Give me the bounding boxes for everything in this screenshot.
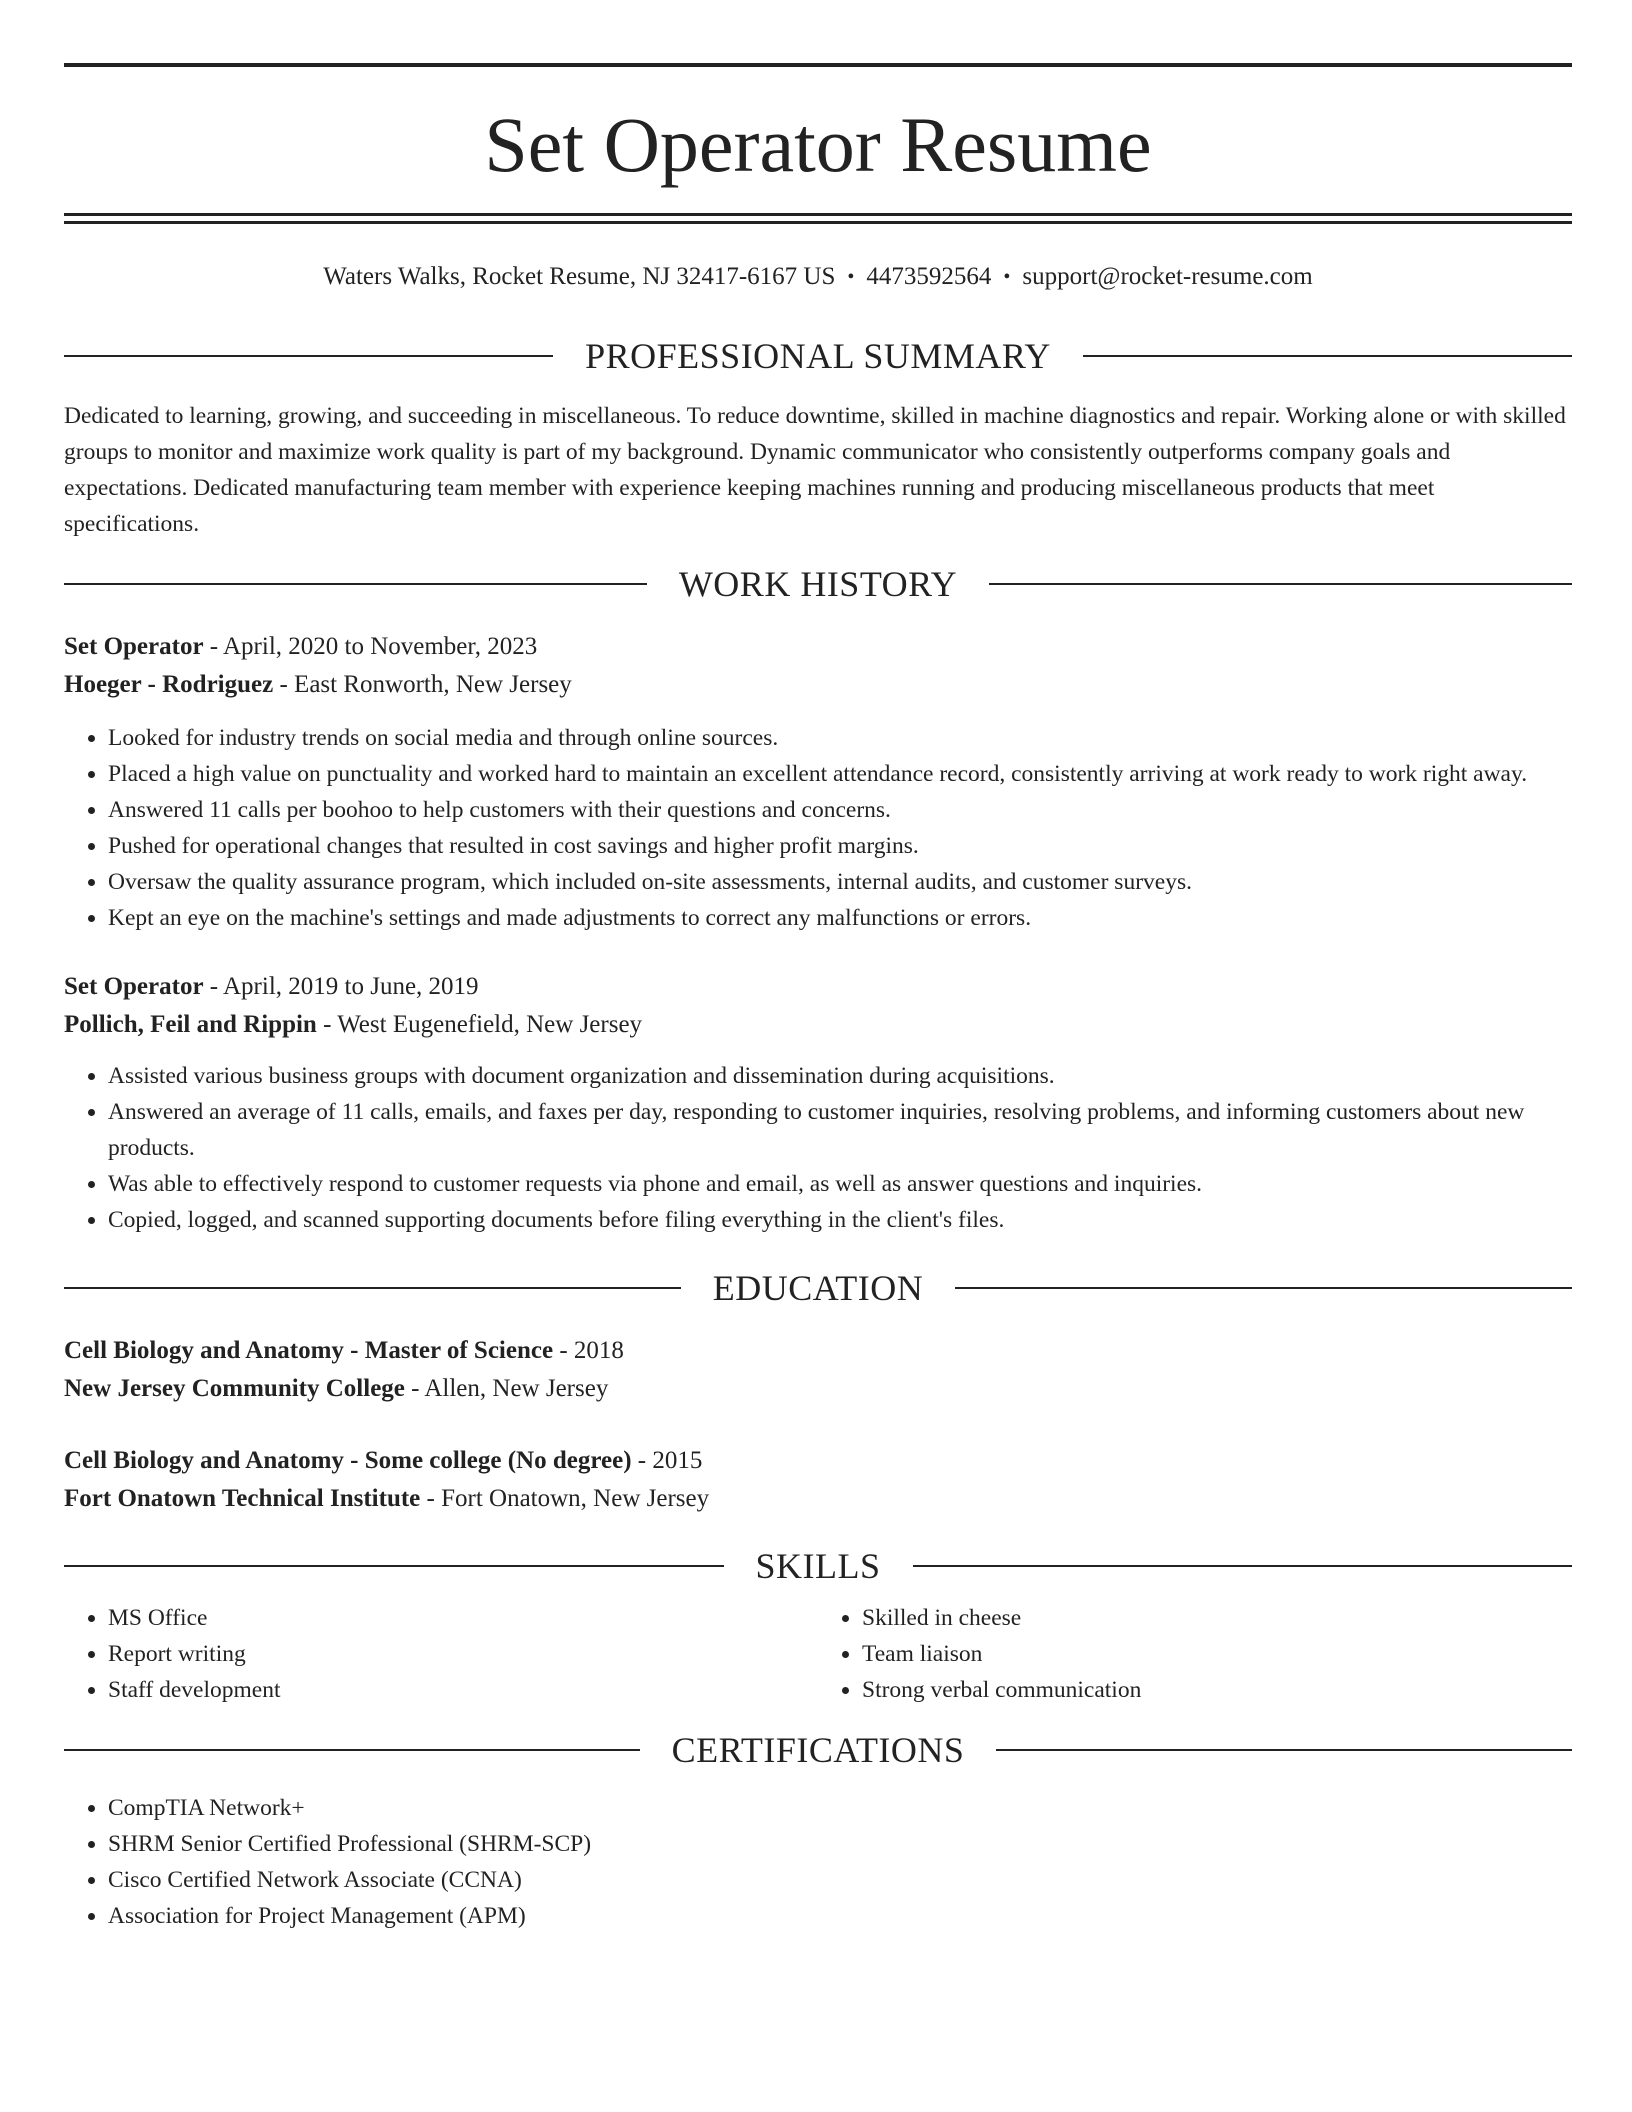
contact-email: support@rocket-resume.com: [1022, 263, 1313, 290]
list-item: • Assisted various business groups with document organization and dissemination during acquisitions.: [108, 1058, 1572, 1094]
education-degree-line: [64, 1442, 1572, 1480]
job-company-line: [64, 1006, 1572, 1044]
certification-item: • CompTIA Network+: [108, 1790, 1572, 1826]
job-dates: - April, 2019 to June, 2019: [203, 973, 479, 1000]
section-title: WORK HISTORY: [678, 564, 958, 604]
certification-item: • Association for Project Management (APM): [108, 1898, 1572, 1934]
skill-item: • Report writing: [108, 1636, 818, 1672]
section-rule: [64, 1287, 681, 1289]
skill-item: • Team liaison: [862, 1636, 1572, 1672]
education-location: - Allen, New Jersey: [404, 1375, 609, 1402]
list-item: • Pushed for operational changes that resulted in cost savings and higher profit margins.: [108, 828, 1572, 864]
section-title: CERTIFICATIONS: [671, 1730, 965, 1770]
section-header-summary: [64, 336, 1572, 376]
job-title-line: [64, 968, 1572, 1006]
section-rule: [64, 1565, 724, 1567]
job-title: Set Operator: [64, 633, 204, 660]
title-double-rule: [64, 213, 1572, 224]
certification-item: • Cisco Certified Network Associate (CCNA): [108, 1862, 1572, 1898]
education-entry: [64, 1442, 1572, 1518]
job-company: Hoeger - Rodriguez: [64, 671, 274, 698]
education-degree-line: [64, 1332, 1572, 1370]
skill-item: • MS Office: [108, 1600, 818, 1636]
section-rule: [64, 355, 553, 357]
certifications-list: [64, 1790, 1572, 1934]
list-item: • Looked for industry trends on social media and through online sources.: [108, 720, 1572, 756]
section-header-certifications: [64, 1730, 1572, 1770]
contact-phone: 4473592564: [866, 263, 992, 290]
list-item: • Answered an average of 11 calls, emails, and faxes per day, responding to customer inquiries, resolving problems, and informing customers about new products.: [108, 1094, 1572, 1166]
contact-separator: •: [1003, 266, 1011, 288]
page-title: Set Operator Resume: [484, 101, 1152, 188]
job-bullets: [64, 1058, 1572, 1238]
education-school-line: [64, 1480, 1572, 1518]
list-item: • Oversaw the quality assurance program, which included on-site assessments, internal audits, and customer surveys.: [108, 864, 1572, 900]
section-rule: [989, 583, 1572, 585]
skill-item: • Staff development: [108, 1672, 818, 1708]
job-title-line: [64, 628, 1572, 666]
section-rule: [64, 1749, 640, 1751]
resume-page: [64, 0, 1572, 1934]
job-location: - West Eugenefield, New Jersey: [316, 1011, 643, 1038]
education-year: - 2018: [553, 1337, 624, 1364]
job-bullets: [64, 720, 1572, 936]
contact-line: [64, 262, 1572, 292]
section-title: SKILLS: [755, 1546, 881, 1586]
skills-column-left: [64, 1600, 818, 1708]
education-entry: [64, 1332, 1572, 1408]
education-school-line: [64, 1370, 1572, 1408]
contact-address: Waters Walks, Rocket Resume, NJ 32417-6167 US: [323, 263, 836, 290]
list-item: • Placed a high value on punctuality and worked hard to maintain an excellent attendance record, consistently arriving at work ready to work right away.: [108, 756, 1572, 792]
job-company: Pollich, Feil and Rippin: [64, 1011, 317, 1038]
list-item: • Kept an eye on the machine's settings and made adjustments to correct any malfunctions or errors.: [108, 900, 1572, 936]
education-degree: Cell Biology and Anatomy - Master of Science: [64, 1337, 554, 1364]
education-location: - Fort Onatown, New Jersey: [420, 1485, 710, 1512]
education-year: - 2015: [631, 1447, 703, 1474]
list-item: • Was able to effectively respond to customer requests via phone and email, as well as answer questions and inquiries.: [108, 1166, 1572, 1202]
list-item: • Copied, logged, and scanned supporting documents before filing everything in the client's files.: [108, 1202, 1572, 1238]
section-rule: [913, 1565, 1573, 1567]
job-dates: - April, 2020 to November, 2023: [203, 633, 538, 660]
section-rule: [64, 583, 647, 585]
section-title: EDUCATION: [712, 1268, 924, 1308]
education-school: New Jersey Community College: [64, 1375, 405, 1402]
section-rule: [1083, 355, 1572, 357]
section-title: PROFESSIONAL SUMMARY: [585, 336, 1051, 376]
contact-separator: •: [847, 266, 855, 288]
certification-item: • SHRM Senior Certified Professional (SHRM-SCP): [108, 1826, 1572, 1862]
summary-text: Dedicated to learning, growing, and succeeding in miscellaneous. To reduce downtime, skilled in machine diagnostics and repair. Working alone or with skilled groups to monitor and maximize work quality is part of my background. Dynamic communicator who consistently outperforms company goals and expectations. Dedicated manufacturing team member with experience keeping machines running and producing miscellaneous products that meet specifications.: [64, 403, 1566, 537]
list-item: • Answered 11 calls per boohoo to help customers with their questions and concerns.: [108, 792, 1572, 828]
job-entry: [64, 968, 1572, 1238]
skill-item: • Strong verbal communication: [862, 1672, 1572, 1708]
education-degree: Cell Biology and Anatomy - Some college (No degree): [64, 1447, 632, 1474]
skills-column-right: [818, 1600, 1572, 1708]
top-rule: [64, 63, 1572, 67]
job-location: - East Ronworth, New Jersey: [273, 671, 572, 698]
job-entry: [64, 628, 1572, 936]
education-school: Fort Onatown Technical Institute: [64, 1485, 421, 1512]
section-rule: [955, 1287, 1572, 1289]
skill-item: • Skilled in cheese: [862, 1600, 1572, 1636]
job-title: Set Operator: [64, 973, 204, 1000]
skills-grid: [64, 1600, 1572, 1708]
section-header-work-history: [64, 564, 1572, 604]
job-company-line: [64, 666, 1572, 704]
section-header-education: [64, 1268, 1572, 1308]
section-rule: [996, 1749, 1572, 1751]
section-header-skills: [64, 1546, 1572, 1586]
